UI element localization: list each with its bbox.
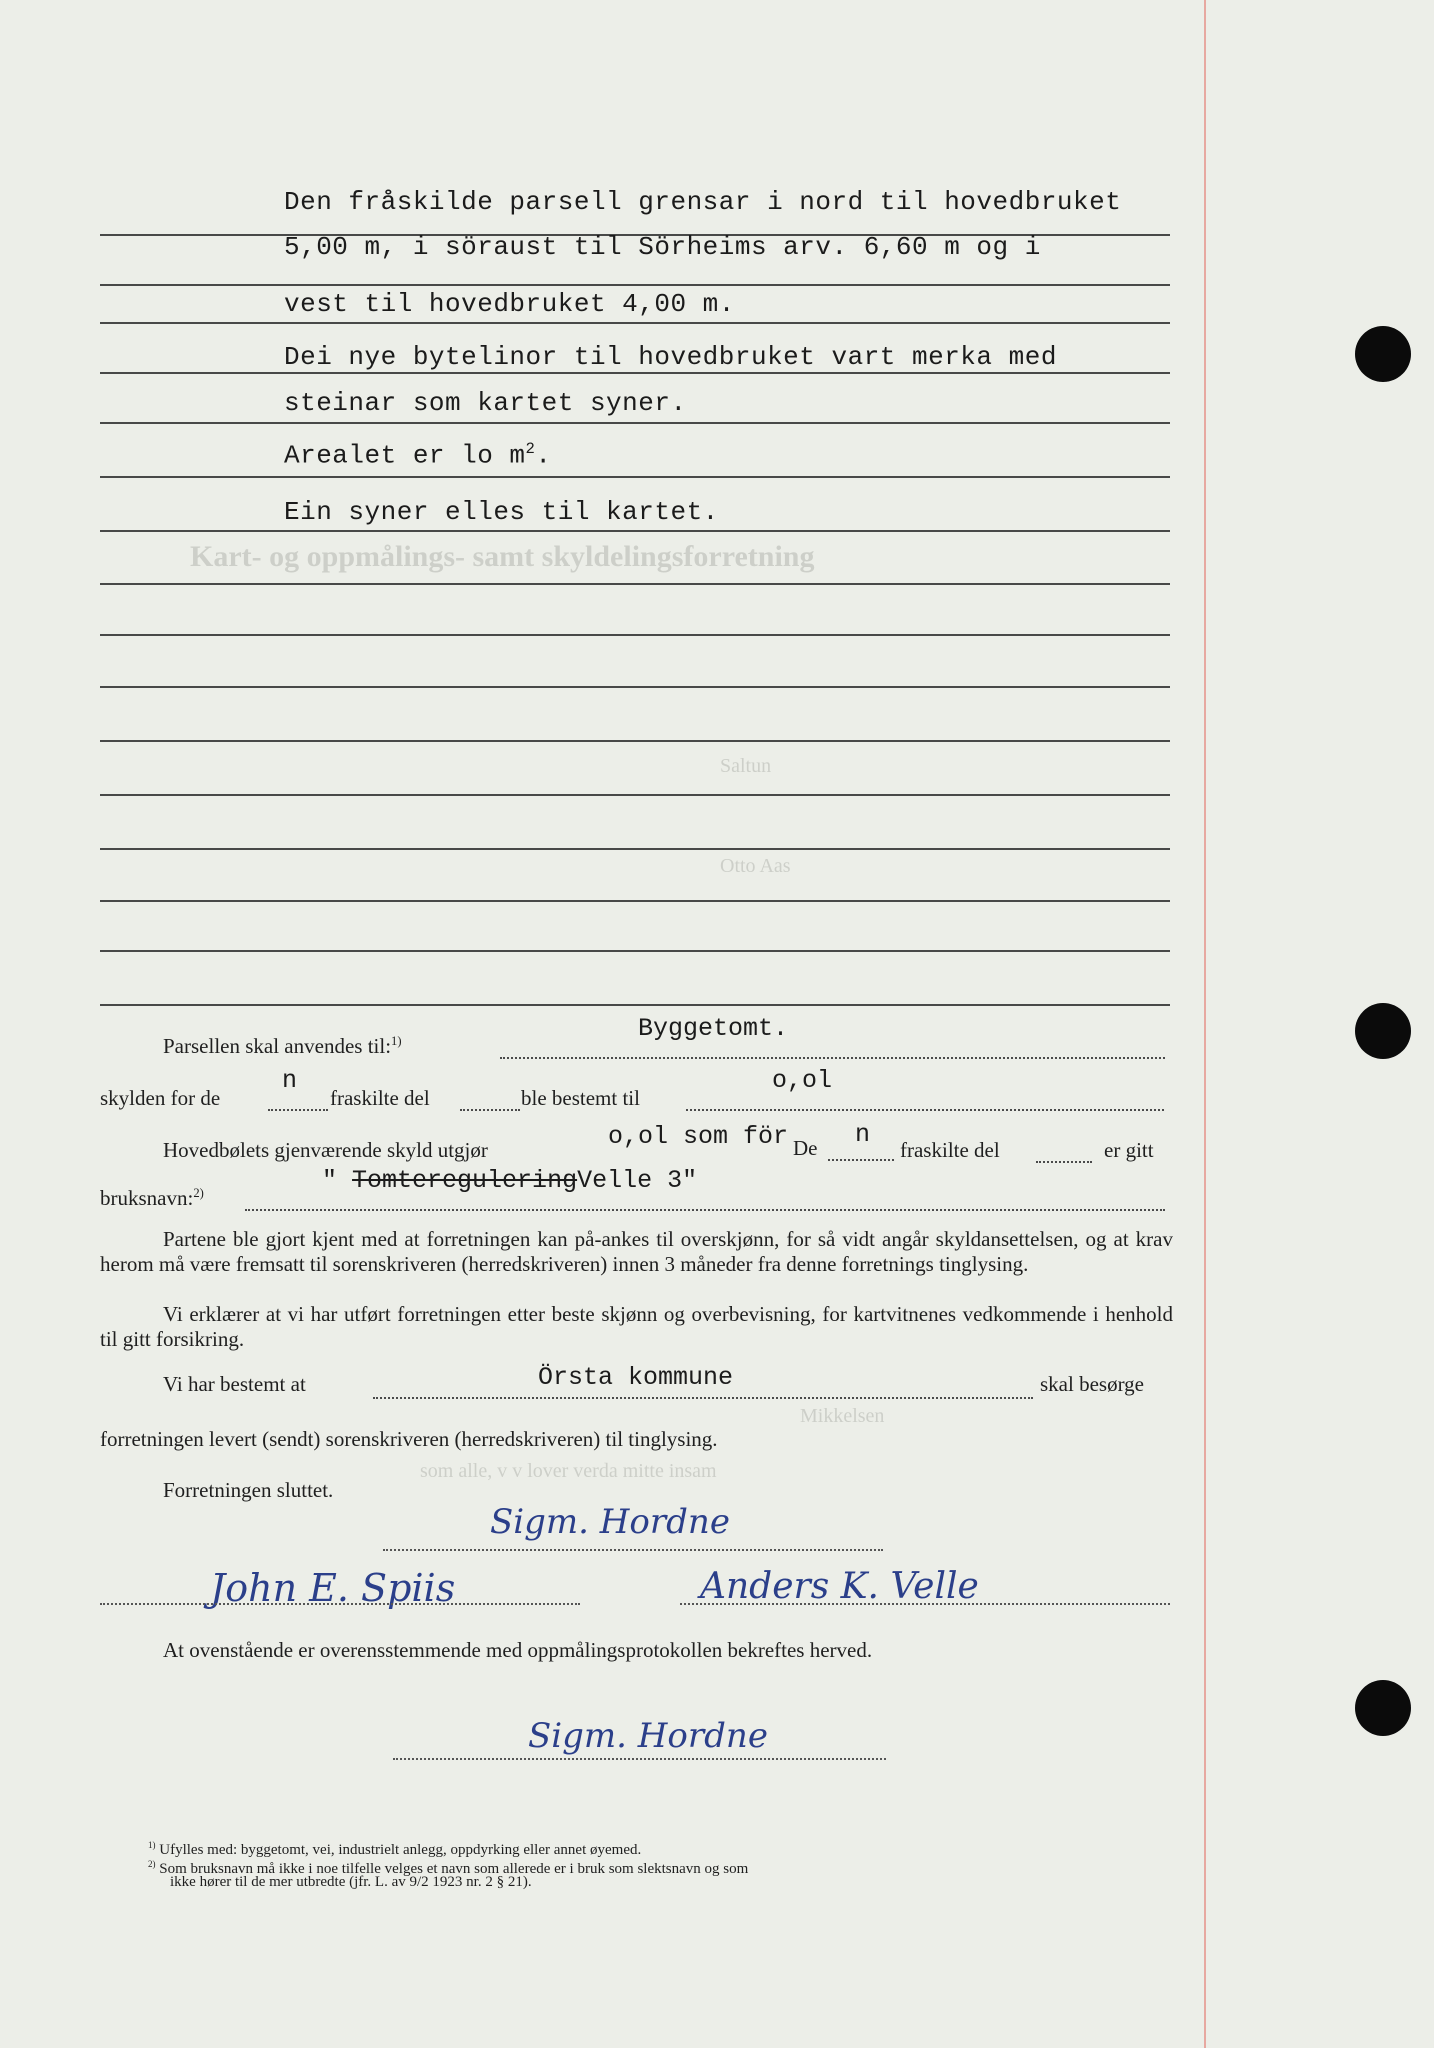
- ruled-line: [100, 422, 1170, 424]
- use-label-text: Parsellen skal anvendes til:: [163, 1034, 392, 1058]
- signature-line: [680, 1603, 1170, 1605]
- use-label: [163, 1034, 402, 1059]
- ruled-line: [100, 530, 1170, 532]
- agent-field-line: [373, 1397, 1033, 1399]
- remain-label: Hovedbølets gjenværende skyld utgjør: [163, 1138, 488, 1162]
- signature-4: Sigm. Hordne: [528, 1716, 768, 1756]
- area-text: Arealet er lo m: [284, 440, 526, 471]
- ruled-line: [100, 284, 1170, 286]
- tax-field-line: [686, 1109, 1164, 1111]
- use-value: Byggetomt.: [638, 1014, 789, 1043]
- footnote-2-text: Som bruksnavn må ikke i noe tilfelle velges et navn som allerede er i bruk som slektsnavn og som: [159, 1861, 749, 1877]
- certify-text: At ovenstående er overensstemmende med oppmålingsprotokollen bekreftes herved.: [163, 1638, 873, 1662]
- typed-line: Dei nye bytelinor til hovedbruket vart merka med: [284, 342, 1057, 372]
- ruled-line: [100, 848, 1170, 850]
- remain-dots: [1036, 1161, 1092, 1163]
- use-field-line: [500, 1057, 1165, 1059]
- footnote-ref: 1): [391, 1034, 402, 1048]
- typed-line: vest til hovedbruket 4,00 m.: [284, 289, 735, 319]
- agent-label-b: skal besørge: [1040, 1372, 1145, 1396]
- punch-hole: [1355, 326, 1411, 382]
- tax-n-fill: n: [282, 1066, 298, 1095]
- ruled-line: [100, 950, 1170, 952]
- remain-de: De: [793, 1136, 818, 1160]
- tax-label-b: fraskilte del: [330, 1086, 430, 1110]
- ruled-line: [100, 900, 1170, 902]
- agent-value: Örsta kommune: [538, 1363, 734, 1392]
- ruled-line: [100, 476, 1170, 478]
- name-struck: Tomteregulering: [352, 1166, 578, 1195]
- footnote-1-text: Ufylles med: byggetomt, vei, industrielt anlegg, oppdyrking eller annet øyemed.: [159, 1842, 642, 1858]
- name-label-text: bruksnavn:: [100, 1186, 194, 1210]
- name-quote: ": [322, 1166, 338, 1195]
- margin-line: [1204, 0, 1206, 2048]
- ruled-line: [100, 686, 1170, 688]
- signature-line: [100, 1603, 580, 1605]
- name-field-line: [245, 1209, 1165, 1211]
- name-final: Velle 3": [577, 1166, 698, 1195]
- tax-label-a: skylden for de: [100, 1086, 221, 1110]
- name-label: [100, 1186, 204, 1211]
- show-through-heading: Kart- og oppmålings- samt skyldelingsforretning: [190, 540, 815, 573]
- signature-line: [393, 1758, 886, 1760]
- agent-label: Vi har bestemt at: [163, 1372, 306, 1396]
- signature-3: Anders K. Velle: [700, 1566, 979, 1607]
- closed-text: Forretningen sluttet.: [163, 1478, 334, 1502]
- typed-line: 5,00 m, i söraust til Sörheims arv. 6,60 m og i: [284, 232, 1041, 262]
- remain-n-line: [828, 1159, 894, 1161]
- ruled-line: [100, 583, 1170, 585]
- ruled-line: [100, 322, 1170, 324]
- typed-line: Ein syner elles til kartet.: [284, 497, 719, 527]
- ruled-line: [100, 1004, 1170, 1006]
- agent-line2: forretningen levert (sendt) sorenskriveren (herredskriveren) til tinglysing.: [100, 1427, 718, 1451]
- tax-label-c: ble bestemt til: [521, 1086, 640, 1110]
- signature-line: [383, 1549, 883, 1551]
- ruled-line: [100, 634, 1170, 636]
- remain-label-c: er gitt: [1104, 1138, 1154, 1162]
- show-through-text: Mikkelsen: [800, 1405, 885, 1427]
- tax-n-line: [268, 1109, 328, 1111]
- ruled-line: [100, 794, 1170, 796]
- typed-line: [284, 440, 552, 471]
- signature-1: Sigm. Hordne: [490, 1502, 730, 1542]
- remain-value: o,ol som för: [608, 1122, 789, 1151]
- typed-line: steinar som kartet syner.: [284, 388, 687, 418]
- area-exponent: 2: [525, 440, 536, 458]
- signature-2: John E. Spiis: [210, 1566, 456, 1610]
- typed-line: Den fråskilde parsell grensar i nord til hovedbruket: [284, 187, 1122, 217]
- remain-n-fill: n: [855, 1120, 871, 1149]
- appeal-paragraph: Partene ble gjort kjent med at forretningen kan på-ankes til overskjønn, for så vidt angår skyldansettelsen, og at krav herom må være fremsatt til sorenskriveren (herredskriveren) innen 3 måneder fra denne forretnings tinglysing.: [100, 1227, 1173, 1276]
- declaration-paragraph: Vi erklærer at vi har utført forretningen etter beste skjønn og overbevisning, for kartvitnenes vedkommende i henhold til gitt forsikring.: [100, 1302, 1173, 1351]
- area-period: .: [535, 440, 552, 471]
- footnote-ref: 2): [193, 1186, 204, 1200]
- ruled-line: [100, 740, 1170, 742]
- tax-value: o,ol: [772, 1066, 833, 1095]
- show-through-text: Saltun: [720, 755, 772, 777]
- ruled-line: [100, 372, 1170, 374]
- punch-hole: [1355, 1003, 1411, 1059]
- name-value: [322, 1166, 697, 1195]
- punch-hole: [1355, 1680, 1411, 1736]
- footnote-mark: 2): [148, 1859, 156, 1869]
- show-through-text: Otto Aas: [720, 855, 791, 877]
- remain-label-b: fraskilte del: [900, 1138, 1000, 1162]
- tax-dots: [460, 1109, 520, 1111]
- footnote-2-cont: ikke hører til de mer utbredte (jfr. L. av 9/2 1923 nr. 2 § 21).: [170, 1874, 532, 1890]
- show-through-text: som alle, v v lover verda mitte insam: [420, 1460, 717, 1482]
- footnote-mark: 1): [148, 1840, 156, 1850]
